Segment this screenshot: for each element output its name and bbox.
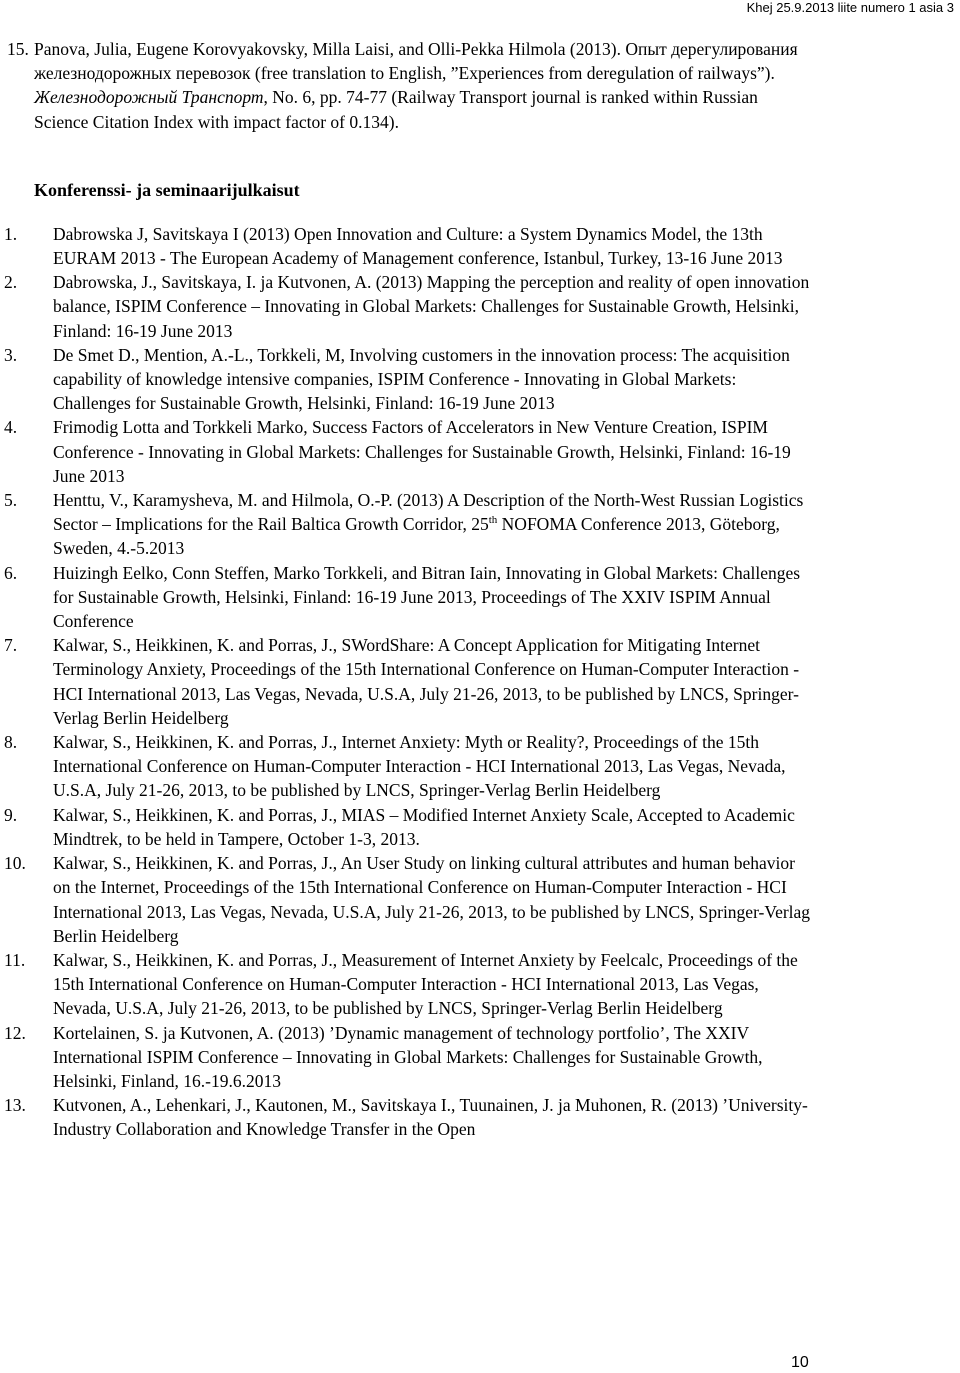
superscript: th [488,514,498,527]
entry-text: Kutvonen, A., Lehenkari, J., Kautonen, M., Savitskaya I., Tuunainen, J. ja Muhonen, R. (2013) ’University-Industry Collaboration and Knowledge Transfer in the Open [53,1095,808,1140]
entry-number: 12. [4,1022,26,1043]
entry-text: Kalwar, S., Heikkinen, K. and Porras, J., Internet Anxiety: Myth or Reality?, Proceedings of the 15th International Conference on Human-Computer Interaction - HCI International 2013, Las Vegas, Nevada, U.S.A, July 21-26, 2013, to be published by LNCS, Springer-Verlag Berlin Heidelberg [53,732,786,801]
list-item [0,730,960,803]
entry-number: 6. [4,562,18,583]
entry-number: 1. [4,223,18,244]
entry-number: 11. [4,949,26,970]
list-item [0,851,960,948]
entry-number: 7. [4,635,18,656]
entry-text: Kalwar, S., Heikkinen, K. and Porras, J., MIAS – Modified Internet Anxiety Scale, Accepted to Academic Mindtrek, to be held in Tampere, October 1-3, 2013. [53,804,795,849]
list-item [0,948,960,1021]
entry-text: De Smet D., Mention, A.-L., Torkkeli, M, Involving customers in the innovation process: The acquisition capability of knowledge intensive companies, ISPIM Conference - Innovating in Global Markets: Challenges for Sustainable Growth, Helsinki, Finland: 16-19 June 2013 [53,344,790,414]
entry-text: Dabrowska J, Savitskaya I (2013) Open Innovation and Culture: a System Dynamics Model, the 13th EURAM 2013 - The European Academy of Management conference, Istanbul, Turkey, 13-16 June 2013 [53,223,783,269]
entry-text: Kortelainen, S. ja Kutvonen, A. (2013) ’Dynamic management of technology portfolio’, The XXIV International ISPIM Conference – Innovating in Global Markets: Challenges for Sustainable Growth, Helsinki, Finland, 16.-19.6.2013 [53,1022,763,1091]
list-item [0,561,960,634]
entry-number: 5. [4,490,18,511]
list-item [0,1093,960,1141]
entry-text: Dabrowska, J., Savitskaya, I. ja Kutvonen, A. (2013) Mapping the perception and reality of open innovation balance, ISPIM Conference – Innovating in Global Markets: Challenges for Sustainable Growth, Helsinki, Finland: 16-19 June 2013 [53,272,810,341]
list-item [0,270,960,343]
entry-text: Frimodig Lotta and Torkkeli Marko, Success Factors of Accelerators in New Venture Creation, ISPIM Conference - Innovating in Global Markets: Challenges for Sustainable Growth, Helsinki, Finland: 16-19 June 2013 [53,417,791,486]
list-item [0,488,960,561]
entry-number: 10. [4,853,26,874]
entry-number: 4. [4,417,18,438]
entry-number: 13. [4,1095,26,1116]
page-number: 10 [791,1354,809,1371]
entry-text: Henttu, V., Karamysheva, M. and Hilmola, O.-P. (2013) A Description of the North-West Russian Logistics Sector – Implications for the Rail Baltica Growth Corridor, 25th NOFOMA Conference 2013, Göteborg, Sweden, 4.-5.2013 [53,490,804,559]
list-item [0,1021,960,1094]
entry-number: 2. [4,272,18,293]
entry-number: 8. [4,732,18,753]
list-item [0,343,960,416]
list-item [0,222,960,270]
entry-number: 9. [4,804,18,825]
journal-title: Железнодорожный Транспорт [34,87,264,108]
section-heading: Konferenssi- ja seminaarijulkaisut [34,179,300,200]
document-header-meta: Khej 25.9.2013 liite numero 1 asia 3 [746,0,954,15]
list-item [0,415,960,488]
entry-text: Huizingh Eelko, Conn Steffen, Marko Torkkeli, and Bitran Iain, Innovating in Global Markets: Challenges for Sustainable Growth, Helsinki, Finland: 16-19 June 2013, Proceedings of The XXIV ISPIM Annual Conference [53,562,801,632]
list-item [0,803,960,851]
entry-text: Kalwar, S., Heikkinen, K. and Porras, J., Measurement of Internet Anxiety by Feelcalc, Proceedings of the 15th International Conference on Human-Computer Interaction - HCI International 2013, Las Vegas, Nevada, U.S.A, July 21-26, 2013, to be published by LNCS, Springer-Verlag Berlin Heidelberg [53,949,798,1019]
entry-text: Kalwar, S., Heikkinen, K. and Porras, J., SWordShare: A Concept Application for Mitigating Internet Terminology Anxiety, Proceedings of the 15th International Conference on Human-Computer Interaction - HCI International 2013, Las Vegas, Nevada, U.S.A, July 21-26, 2013, to be published by LNCS, Springer-Verlag Berlin Heidelberg [53,635,800,728]
entry-number: 15. [7,39,29,59]
entry-number: 3. [4,344,18,365]
entry-text: Kalwar, S., Heikkinen, K. and Porras, J., An User Study on linking cultural attributes and human behavior on the Internet, Proceedings of the 15th International Conference on Human-Computer Interaction - HCI International 2013, Las Vegas, Nevada, U.S.A, July 21-26, 2013, to be published by LNCS, Springer-Verlag Berlin Heidelberg [53,853,811,946]
journal-entry-15 [0,37,960,134]
entry-text: Panova, Julia, Eugene Korovyakovsky, Milla Laisi, and Olli-Pekka Hilmola (2013). Опыт дерегулирования железнодорожных перевозок (free translation to English, ”Experiences from deregulation of railways”). Железнодорожный Транспорт, No. 6, pp. 74-77 (Railway Transport journal is ranked within Russian Science Citation Index with impact factor of 0.134). [34,39,798,132]
publication-list [0,37,960,1142]
list-item [0,633,960,730]
